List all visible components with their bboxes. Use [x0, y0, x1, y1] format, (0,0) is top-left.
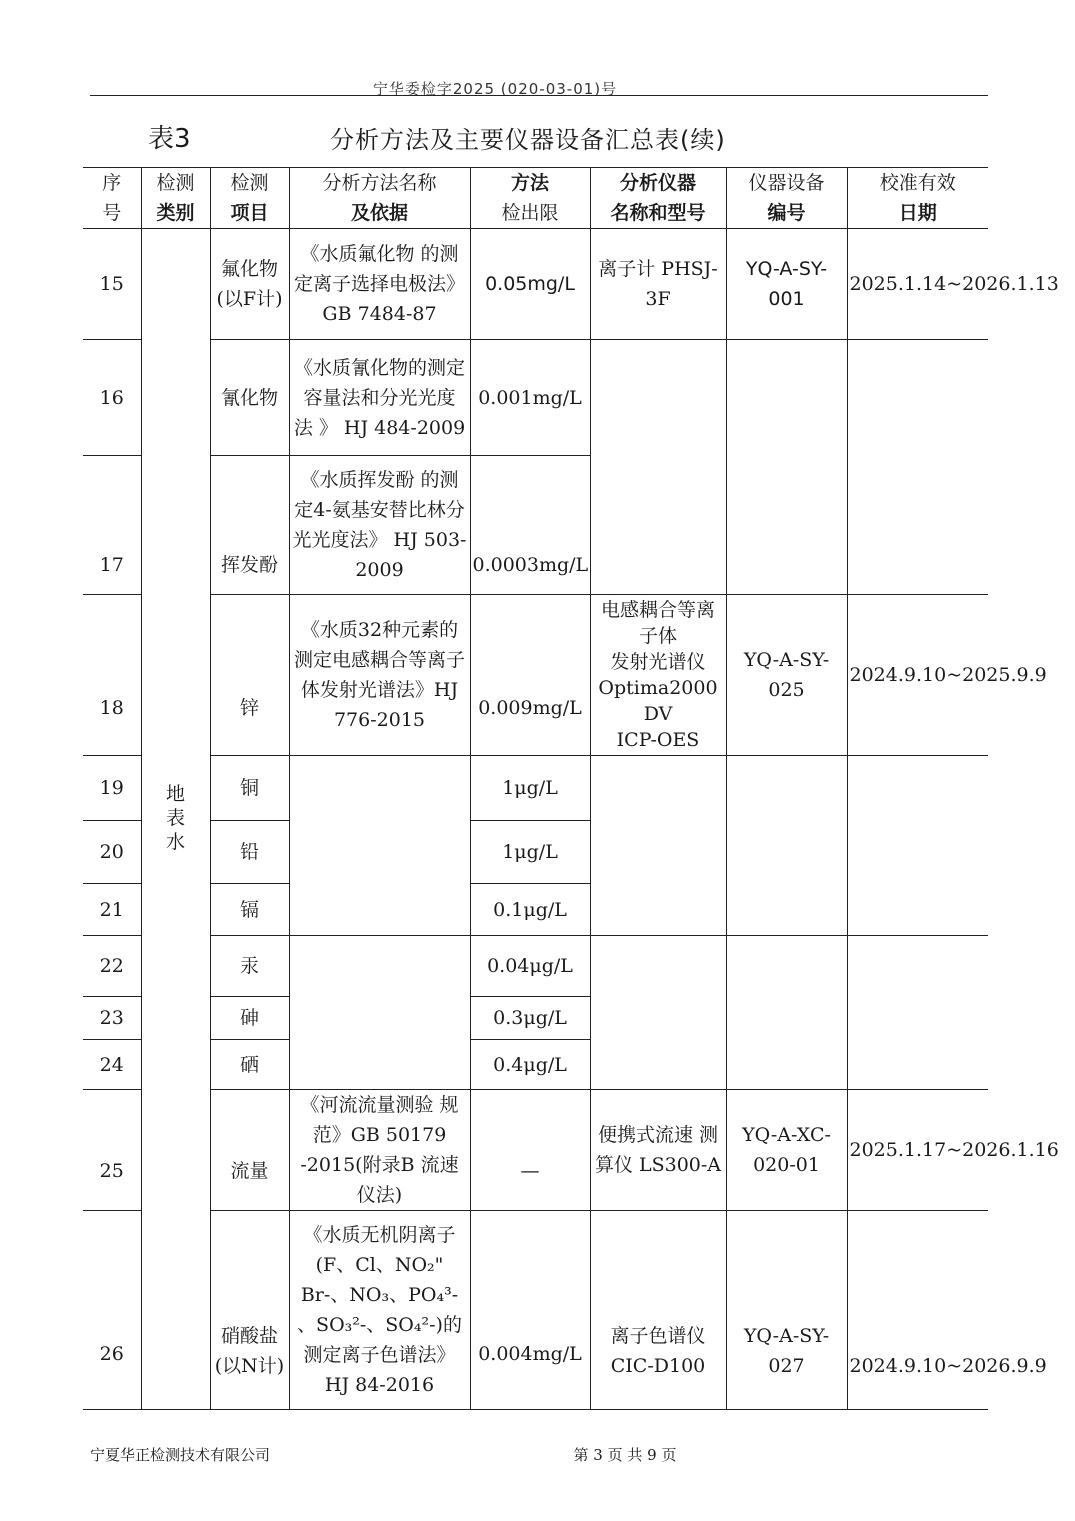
equip-no-cell: YQ-A-XC-020-01	[726, 1090, 847, 1211]
col-item: 检测 项目	[210, 168, 289, 229]
instrument-cell: 电感耦合等离子体 发射光谱仪 Optima2000 DV ICP-OES	[590, 595, 726, 756]
row-number: 20	[83, 821, 141, 884]
instrument-cell: 便携式流速 测算仪 LS300-A	[590, 1090, 726, 1211]
instrument-cell	[590, 340, 726, 595]
item-cell: 硒	[210, 1040, 289, 1090]
limit-cell: 0.05mg/L	[470, 229, 590, 340]
row-number: 18	[83, 595, 141, 756]
valid-date-cell: 2024.9.10~2026.9.9	[847, 1211, 988, 1410]
limit-cell: 0.009mg/L	[470, 595, 590, 756]
table-row	[83, 1211, 988, 1410]
limit-cell: 0.3μg/L	[470, 997, 590, 1040]
method-cell	[289, 756, 470, 936]
methods-table	[83, 167, 1059, 1410]
row-number: 23	[83, 997, 141, 1040]
item-cell: 硝酸盐(以N计)	[210, 1211, 289, 1410]
table-title: 分析方法及主要仪器设备汇总表(续)	[330, 126, 726, 154]
item-cell: 挥发酚	[210, 456, 289, 595]
limit-cell: 0.0003mg/L	[470, 456, 590, 595]
valid-date-cell	[847, 756, 988, 936]
header-divider	[90, 95, 988, 96]
row-number: 26	[83, 1211, 141, 1410]
valid-date-cell	[847, 340, 988, 595]
row-number: 15	[83, 229, 141, 340]
row-number: 17	[83, 456, 141, 595]
col-method: 分析方法名称 及依据	[289, 168, 470, 229]
table-row	[83, 229, 988, 340]
valid-date-cell	[847, 936, 988, 1090]
row-number: 21	[83, 884, 141, 936]
equip-no-cell	[726, 936, 847, 1090]
row-number: 25	[83, 1090, 141, 1211]
valid-date-cell: 2025.1.14~2026.1.13	[847, 229, 988, 340]
item-cell: 铅	[210, 821, 289, 884]
table-row	[83, 595, 988, 756]
col-seq: 序 号	[83, 168, 141, 229]
equip-no-cell	[726, 340, 847, 595]
limit-cell: 0.001mg/L	[470, 340, 590, 456]
instrument-cell: 离子色谱仪 CIC-D100	[590, 1211, 726, 1410]
method-cell	[289, 936, 470, 1090]
instrument-cell	[590, 756, 726, 936]
row-number: 19	[83, 756, 141, 821]
col-instrument: 分析仪器 名称和型号	[590, 168, 726, 229]
col-valid-date: 校准有效 日期	[847, 168, 988, 229]
limit-cell: 1μg/L	[470, 756, 590, 821]
table-header-row	[83, 168, 988, 229]
item-cell: 镉	[210, 884, 289, 936]
limit-cell: 0.004mg/L	[470, 1211, 590, 1410]
valid-date-cell: 2024.9.10~2025.9.9	[847, 595, 988, 756]
report-number: 宁华委检字2025 (020-03-01)号	[372, 80, 618, 98]
method-cell: 《河流流量测验 规范》GB 50179 -2015(附录B 流速仪法)	[289, 1090, 470, 1211]
table-label: 表3	[148, 124, 191, 154]
table-row	[83, 756, 988, 821]
item-cell: 铜	[210, 756, 289, 821]
col-limit: 方法 检出限	[470, 168, 590, 229]
item-cell: 砷	[210, 997, 289, 1040]
method-cell: 《水质挥发酚 的测定4-氨基安替比林分光光度法》 HJ 503-2009	[289, 456, 470, 595]
row-number: 16	[83, 340, 141, 456]
valid-date-cell: 2025.1.17~2026.1.16	[847, 1090, 988, 1211]
limit-cell: 1μg/L	[470, 821, 590, 884]
limit-cell: 0.04μg/L	[470, 936, 590, 997]
col-category: 检测 类别	[141, 168, 210, 229]
equip-no-cell: YQ-A-SY-001	[726, 229, 847, 340]
row-number: 24	[83, 1040, 141, 1090]
row-number: 22	[83, 936, 141, 997]
table-row	[83, 936, 988, 997]
method-cell: 《水质氰化物的测定容量法和分光光度 法 》 HJ 484-2009	[289, 340, 470, 456]
item-cell: 氰化物	[210, 340, 289, 456]
limit-cell: 0.4μg/L	[470, 1040, 590, 1090]
item-cell: 汞	[210, 936, 289, 997]
limit-cell: 0.1μg/L	[470, 884, 590, 936]
instrument-cell: 离子计 PHSJ-3F	[590, 229, 726, 340]
table-row	[83, 340, 988, 456]
instrument-cell	[590, 936, 726, 1090]
method-cell: 《水质氟化物 的测定离子选择电极法》 GB 7484-87	[289, 229, 470, 340]
footer-company: 宁夏华正检测技术有限公司	[90, 1446, 271, 1464]
method-cell: 《水质无机阴离子(F、Cl、NO₂" Br-、NO₃、PO₄³- 、SO₃²-、SO₄²-)的测定离子色谱法》HJ 84-2016	[289, 1211, 470, 1410]
item-cell: 锌	[210, 595, 289, 756]
footer-page-number: 第 3 页 共 9 页	[573, 1446, 677, 1464]
method-cell: 《水质32种元素的测定电感耦合等离子体发射光谱法》HJ 776-2015	[289, 595, 470, 756]
category-cell: 地表水	[141, 229, 210, 1410]
equip-no-cell	[726, 756, 847, 936]
equip-no-cell: YQ-A-SY-025	[726, 595, 847, 756]
col-equip-no: 仪器设备 编号	[726, 168, 847, 229]
table-row	[83, 1090, 988, 1211]
item-cell: 氟化物(以F计)	[210, 229, 289, 340]
equip-no-cell: YQ-A-SY-027	[726, 1211, 847, 1410]
limit-cell: —	[470, 1090, 590, 1211]
item-cell: 流量	[210, 1090, 289, 1211]
